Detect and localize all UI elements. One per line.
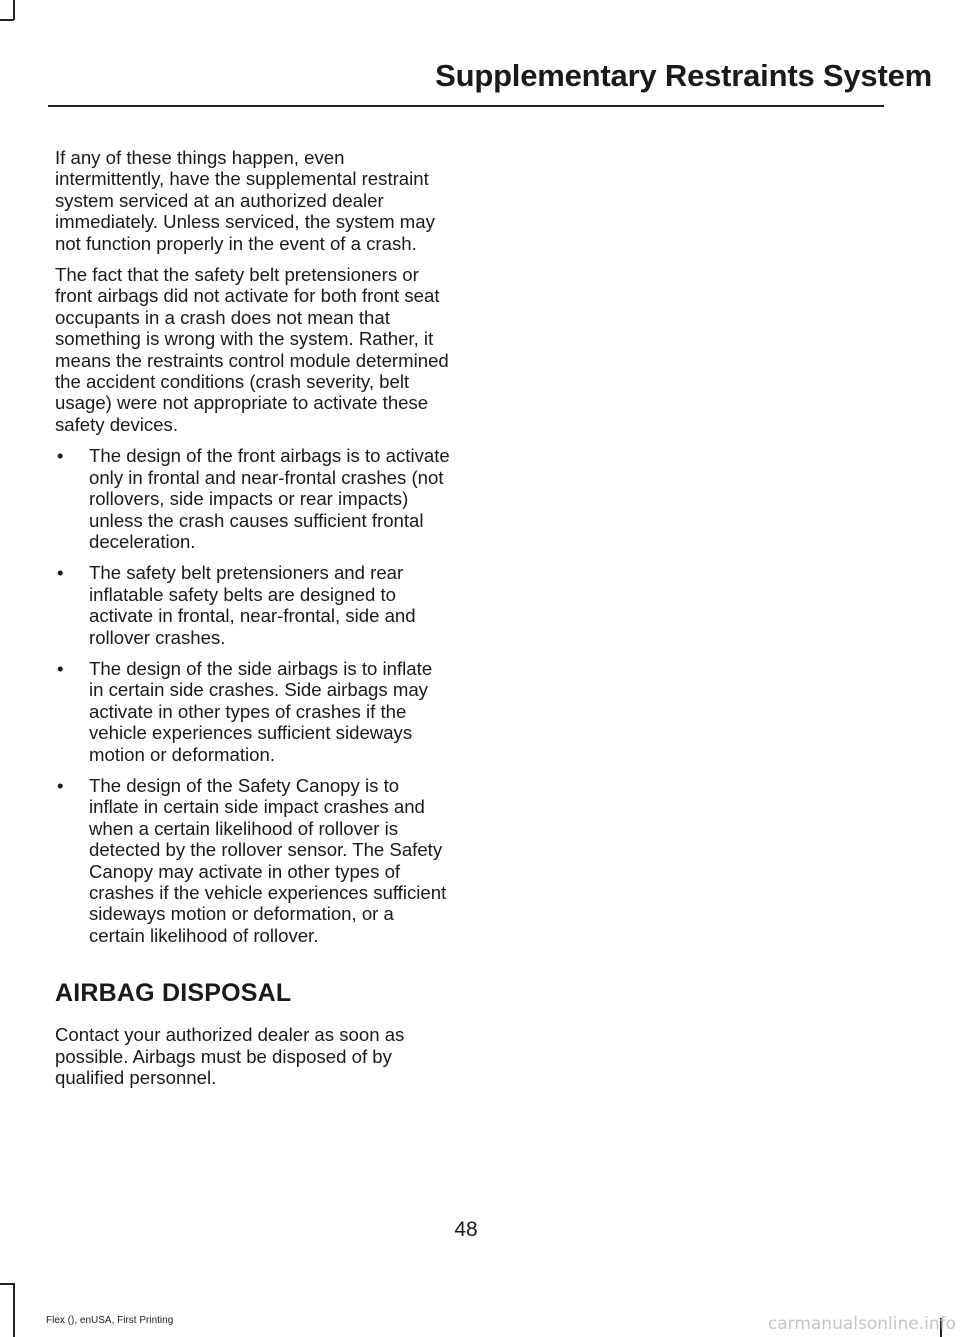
bullet-glyph: •: [57, 445, 64, 467]
paragraph-disposal: Contact your authorized dealer as soon as possible. Airbags must be disposed of by qualified personnel.: [55, 1024, 405, 1089]
watermark-text: carmanualsonline.info: [767, 1314, 956, 1334]
page-number: 48: [454, 1218, 478, 1241]
footer-text: Flex (), enUSA, First Printing: [46, 1315, 174, 1326]
list-item-text: The design of the side airbags is to inflate in certain side crashes. Side airbags may activate in other types of crashes if the vehicle experiences sufficient sideways motion or deformation.: [89, 657, 433, 765]
list-item: [55, 658, 450, 765]
page-title: Supplementary Restraints System: [435, 58, 932, 93]
bullet-list: [55, 445, 450, 946]
crop-mark-top-left-v: [13, 0, 15, 20]
paragraph-activation: The fact that the safety belt pretensioners or front airbags did not activate for both front seat occupants in a crash does not mean that something is wrong with the system. Rather, it means the restraints control module determined the accident conditions (crash severity, belt usage) were not appropriate to activate these safety devices.: [55, 264, 449, 435]
list-item: [55, 445, 450, 552]
crop-mark-top-left-h: [0, 19, 14, 21]
header-rule: [48, 105, 884, 107]
crop-mark-bottom-left-v: [13, 1283, 15, 1337]
list-item-text: The safety belt pretensioners and rear inflatable safety belts are designed to activate in frontal, near-frontal, side and rollover crashes.: [89, 562, 416, 648]
section-heading-airbag-disposal: AIRBAG DISPOSAL: [55, 979, 292, 1008]
paragraph-service: If any of these things happen, even intermittently, have the supplemental restraint system serviced at an authorized dealer immediately. Unless serviced, the system may not function properly in the event of a crash.: [55, 147, 435, 254]
list-item: [55, 562, 450, 648]
list-item-text: The design of the front airbags is to activate only in frontal and near-frontal crashes (not rollovers, side impacts or rear impacts) unless the crash causes sufficient frontal deceleration.: [89, 445, 450, 552]
list-item-text: The design of the Safety Canopy is to inflate in certain side impact crashes and when a certain likelihood of rollover is detected by the rollover sensor. The Safety Canopy may activate in other types of crashes if the vehicle experiences sufficient sideways motion or deformation, or a certain likelihood of rollover.: [89, 774, 447, 946]
bullet-glyph: •: [57, 562, 64, 584]
crop-mark-bottom-left-h: [0, 1283, 14, 1285]
bullet-glyph: •: [57, 774, 64, 796]
content-column: [55, 147, 450, 1098]
list-item: [55, 775, 450, 946]
bullet-glyph: •: [57, 657, 64, 679]
